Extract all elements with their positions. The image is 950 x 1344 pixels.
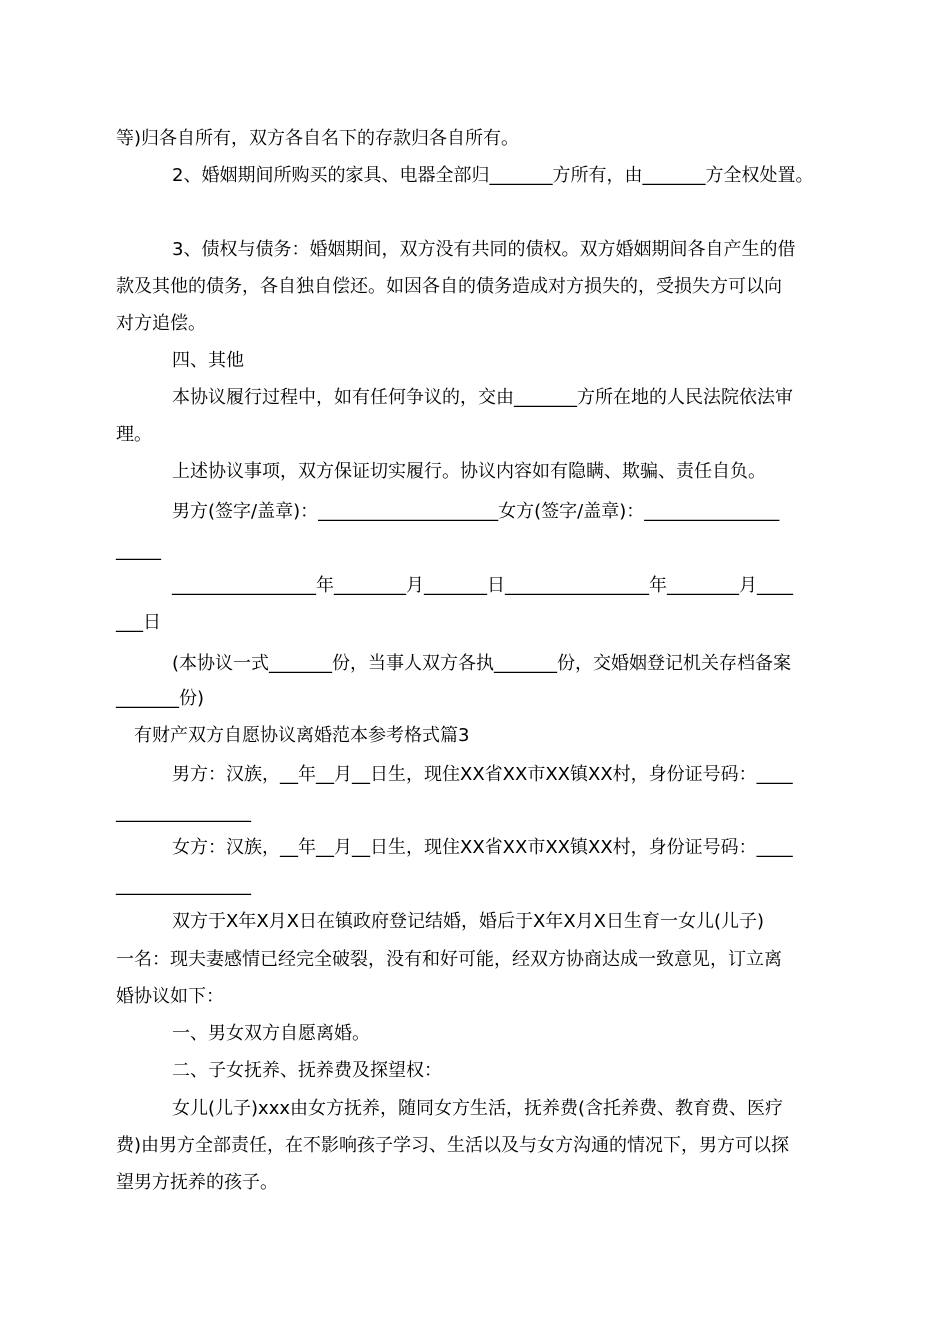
date-line: ________________年________月_______日________________年________月____ bbox=[172, 575, 793, 596]
text-line: 本协议履行过程中，如有任何争议的，交由_______方所在地的人民法院依法审 bbox=[172, 387, 793, 408]
document-title: 有财产双方自愿协议离婚范本参考格式篇3 bbox=[134, 725, 470, 746]
text-line: 3、债权与债务：婚姻期间，双方没有共同的债权。双方婚姻期间各自产生的借 bbox=[172, 239, 796, 260]
text-line: 女儿(儿子)xxx由女方抚养，随同女方生活，抚养费(含托养费、教育费、医疗 bbox=[172, 1098, 784, 1119]
text-line: _______份) bbox=[116, 688, 205, 709]
text-line: 2、婚姻期间所购买的家具、电器全部归_______方所有，由_______方全权处置。 bbox=[172, 165, 814, 186]
text-line: (本协议一式_______份，当事人双方各执_______份，交婚姻登记机关存档备案 bbox=[172, 653, 792, 674]
text-line: 望男方抚养的孩子。 bbox=[116, 1172, 278, 1193]
signature-line: _____ bbox=[116, 540, 161, 561]
date-line: ___日 bbox=[116, 612, 161, 633]
text-line: 女方：汉族，__年__月__日生，现住XX省XX市XX镇XX村，身份证号码：____ bbox=[172, 837, 793, 858]
text-line: 对方追偿。 bbox=[116, 313, 206, 334]
text-line: _______________ bbox=[116, 802, 251, 823]
section-heading: 四、其他 bbox=[172, 350, 244, 371]
text-line: _______________ bbox=[116, 875, 251, 896]
text-line: 款及其他的债务，各自独自偿还。如因各自的债务造成对方损失的，受损失方可以向 bbox=[116, 276, 782, 297]
text-line: 理。 bbox=[116, 424, 152, 445]
text-line: 等)归各自所有，双方各自名下的存款归各自所有。 bbox=[116, 128, 520, 149]
text-line: 一、男女双方自愿离婚。 bbox=[172, 1023, 370, 1044]
text-line: 上述协议事项，双方保证切实履行。协议内容如有隐瞒、欺骗、责任自负。 bbox=[172, 461, 766, 482]
text-line: 婚协议如下： bbox=[116, 986, 224, 1007]
text-line: 二、子女抚养、抚养费及探望权： bbox=[172, 1060, 442, 1081]
text-line: 费)由男方全部责任，在不影响孩子学习、生活以及与女方沟通的情况下，男方可以探 bbox=[116, 1135, 790, 1156]
text-line: 一名：现夫妻感情已经完全破裂，没有和好可能，经双方协商达成一致意见，订立离 bbox=[116, 949, 782, 970]
signature-line: 男方(签字/盖章)：____________________女方(签字/盖章)：_______________ bbox=[172, 501, 780, 522]
text-line: 男方：汉族，__年__月__日生，现住XX省XX市XX镇XX村，身份证号码：____ bbox=[172, 764, 793, 785]
text-line: 双方于X年X月X日在镇政府登记结婚，婚后于X年X月X日生育一女儿(儿子) bbox=[172, 911, 765, 932]
